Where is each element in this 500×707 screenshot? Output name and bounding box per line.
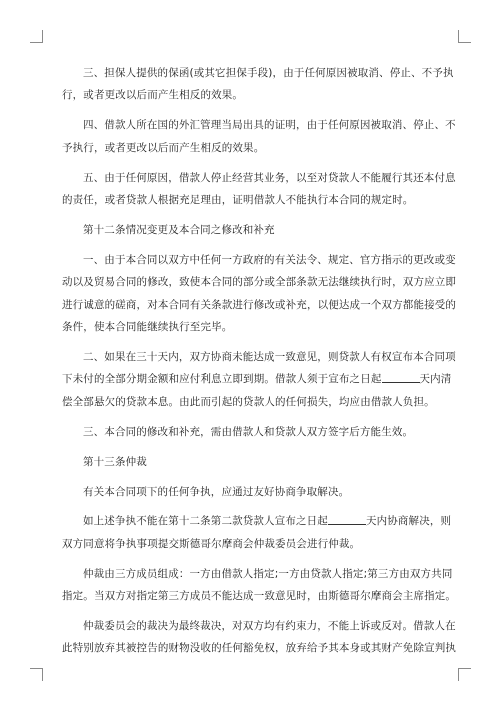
text-line: 的责任，或者贷款人根据充足理由，证明借款人不能执行本合同的规定时。: [62, 194, 414, 207]
text-line: 二、如果在三十天内，双方协商未能达成一致意见，则贷款人有权宣布本合同项: [83, 350, 456, 363]
text-line: 双方同意将争执事项提交斯德哥尔摩商会仲裁委员会进行仲裁。: [62, 537, 361, 550]
document-body: [62, 62, 457, 667]
text-line: 四、借款人所在国的外汇管理当局出具的证明，由于任何原因被取消、停止、不: [83, 119, 456, 132]
paragraph-arbitration-panel: [62, 563, 457, 608]
paragraph-article-12-clause-1: [62, 249, 457, 339]
text-line: 三、担保人提供的保函(或其它担保手段)，由于任何原因被取消、停止、不予执: [83, 67, 454, 79]
text-line: 动以及贸易合同的修改，致使本合同的部分或全部条款无法继续执行时，双方应立即: [62, 276, 457, 289]
text-line-with-blank: [62, 510, 452, 532]
crop-mark-top-right: [458, 30, 471, 43]
text-segment: 下未付的全部分期金额和应付利息立即到期。借款人须于宣布之日起: [62, 373, 382, 386]
text-line: 条件，使本合同能继续执行至完毕。: [62, 321, 233, 334]
heading-article-13: [62, 451, 440, 473]
paragraph-arbitration-final: [62, 615, 457, 660]
paragraph-article-12-clause-2: [62, 346, 456, 413]
paragraph-friendly-negotiation: [62, 481, 440, 503]
paragraph-arbitration-submission: [62, 510, 452, 555]
text-segment: 天内清: [419, 373, 452, 386]
text-line: 五、由于任何原因，借款人停止经营其业务，以至对贷款人不能履行其还本付息: [83, 171, 456, 184]
fill-in-blank: [328, 514, 366, 525]
paragraph-forex-certificate: [62, 114, 456, 159]
paragraph-business-stopped: [62, 167, 456, 212]
text-line: 进行诚意的磋商，对本合同有关条款进行修改或补充，以便达成一个双方都能接受的: [62, 298, 457, 311]
text-segment: 如上述争执不能在第十二条第二款贷款人宣布之日起: [83, 515, 328, 528]
text-line: 仲裁由三方成员组成：一方由借款人指定;一方由贷款人指定;第三方由双方共同: [83, 567, 453, 580]
text-segment: 天内协商解决，则: [365, 515, 452, 528]
text-line: 仲裁委员会的裁决为最终裁决，对双方均有约束力，不能上诉或反对。借款人在: [83, 620, 456, 633]
text-line: 指定。当双方对指定第三方成员不能达成一致意见时，由斯德哥尔摩商会主席指定。: [62, 590, 457, 603]
crop-mark-bottom-right: [458, 668, 471, 681]
text-line: 第十三条仲裁: [83, 455, 147, 468]
text-line: 有关本合同项下的任何争执，应通过友好协商争取解决。: [83, 485, 350, 498]
text-line: 此特别放弃其被控告的财物没收的任何豁免权，放弃给予其本身或其财产免除宣判执: [62, 642, 457, 655]
crop-mark-bottom-left: [30, 668, 43, 681]
fill-in-blank: [382, 372, 420, 383]
text-line: 三、本合同的修改和补充，需由借款人和贷款人双方签字后方能生效。: [83, 425, 414, 438]
crop-mark-top-left: [30, 30, 43, 43]
paragraph-guarantee-cancelled: [62, 62, 454, 107]
paragraph-article-12-clause-3: [62, 421, 440, 443]
text-line: 一、由于本合同以双方中任何一方政府的有关法令、规定、官方指示的更改或变: [83, 253, 456, 266]
text-line: 行，或者更改以后而产生相反的效果。: [62, 89, 244, 102]
text-line-with-blank: [62, 368, 452, 390]
text-line: 第十二条情况变更及本合同之修改和补充: [83, 223, 275, 236]
heading-article-12: [62, 219, 440, 241]
text-line: 偿全部悬欠的贷款本息。由此而引起的贷款人的任何损失，均应由借款人负担。: [62, 395, 435, 408]
text-line: 予执行，或者更改以后而产生相反的效果。: [62, 141, 265, 154]
